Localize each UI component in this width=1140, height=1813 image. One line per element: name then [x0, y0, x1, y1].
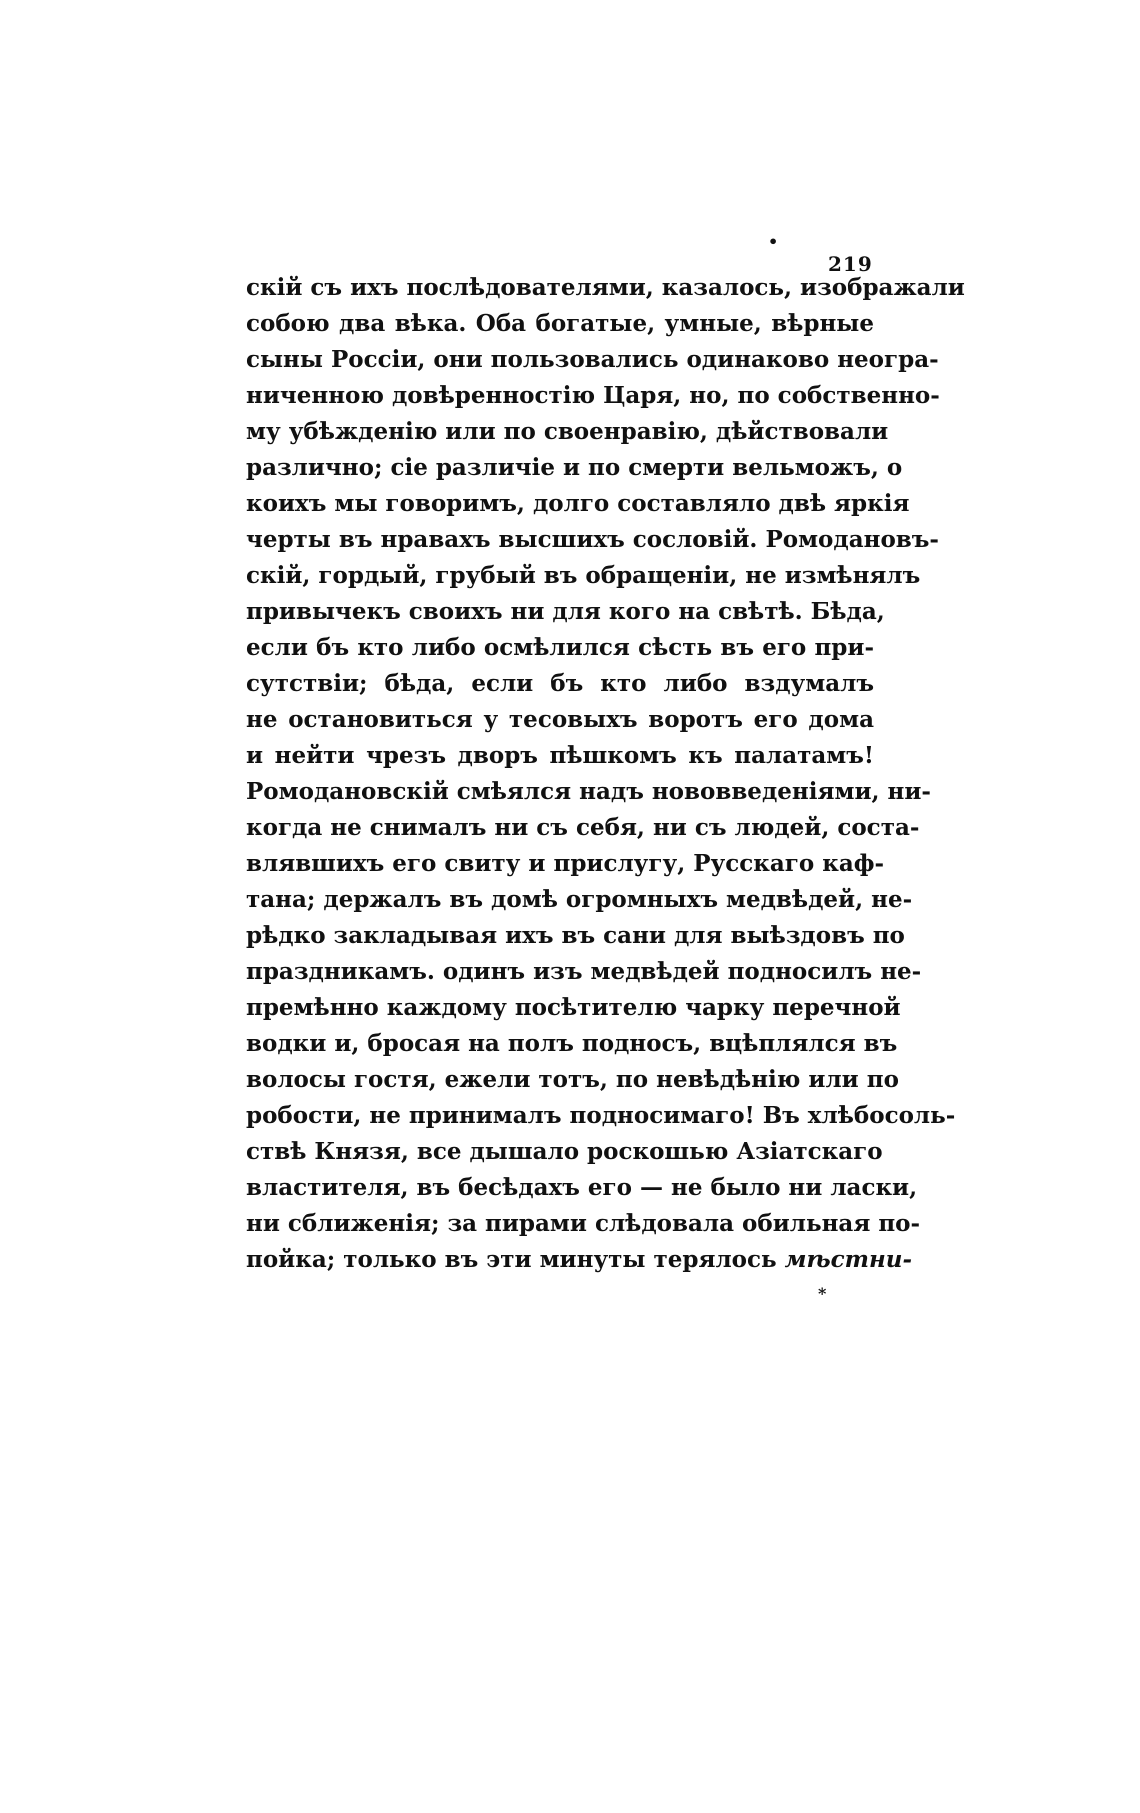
- text-line: робости, не принималъ подносимаго! Въ хлѣбосоль-: [246, 1102, 956, 1129]
- text-line: скій, гордый, грубый въ обращеніи, не измѣнялъ: [246, 562, 921, 589]
- text-line: коихъ мы говоримъ, долго составляло двѣ яркія: [246, 490, 910, 517]
- text-line: привычекъ своихъ ни для кого на свѣтѣ. Бѣда,: [246, 598, 885, 625]
- text-line: собою два вѣка. Оба богатые, умные, вѣрные: [246, 310, 874, 337]
- text-line: тана; держалъ въ домѣ огромныхъ медвѣдей, не-: [246, 886, 913, 913]
- text-line: Ромодановскій смѣялся надъ нововведеніями, ни-: [246, 778, 931, 805]
- text-line-last: [246, 1242, 913, 1278]
- text-line: праздникамъ. одинъ изъ медвѣдей подносилъ не-: [246, 958, 922, 985]
- text-line: премѣнно каждому посѣтителю чарку перечной: [246, 994, 901, 1021]
- text-line: когда не снималъ ни съ себя, ни съ людей, соста-: [246, 814, 920, 841]
- text-line: волосы гостя, ежели тотъ, по невѣдѣнію или по: [246, 1066, 899, 1093]
- text-line: скій съ ихъ послѣдователями, казалось, изображали: [246, 274, 965, 301]
- text-line-last-italic: мѣстни-: [784, 1246, 913, 1273]
- text-line: влявшихъ его свиту и прислугу, Русскаго каф-: [246, 850, 885, 877]
- text-line: и нейти чрезъ дворъ пѣшкомъ къ палатамъ!: [246, 742, 874, 769]
- text-line-last-roman: пойка; только въ эти минуты терялось: [246, 1246, 777, 1273]
- text-line: ниченною довѣренностію Царя, но, по собственно-: [246, 382, 940, 409]
- text-line: не остановиться у тесовыхъ воротъ его дома: [246, 706, 874, 733]
- page-top-mark: •: [768, 232, 779, 251]
- page-number: 219: [828, 252, 873, 276]
- text-line: сутствіи; бѣда, если бъ кто либо вздумалъ: [246, 670, 874, 697]
- text-line: властителя, въ бесѣдахъ его — не было ни ласки,: [246, 1174, 918, 1201]
- text-line: черты въ нравахъ высшихъ сословій. Ромодановъ-: [246, 526, 939, 553]
- text-line: ствѣ Князя, все дышало роскошью Азіатскаго: [246, 1138, 883, 1165]
- page-bottom-mark: *: [818, 1284, 827, 1303]
- text-line: водки и, бросая на полъ подносъ, вцѣплялся въ: [246, 1030, 898, 1057]
- body-text: [246, 270, 965, 1278]
- text-line: ни сближенія; за пирами слѣдовала обильная по-: [246, 1210, 921, 1237]
- text-line: рѣдко закладывая ихъ въ сани для выѣздовъ по: [246, 922, 905, 949]
- text-line: если бъ кто либо осмѣлился сѣсть въ его при-: [246, 634, 874, 661]
- text-line: му убѣжденію или по своенравію, дѣйствовали: [246, 418, 889, 445]
- text-line: различно; сіе различіе и по смерти вельможъ, о: [246, 454, 903, 481]
- text-line: сыны Россіи, они пользовались одинаково неогра-: [246, 346, 939, 373]
